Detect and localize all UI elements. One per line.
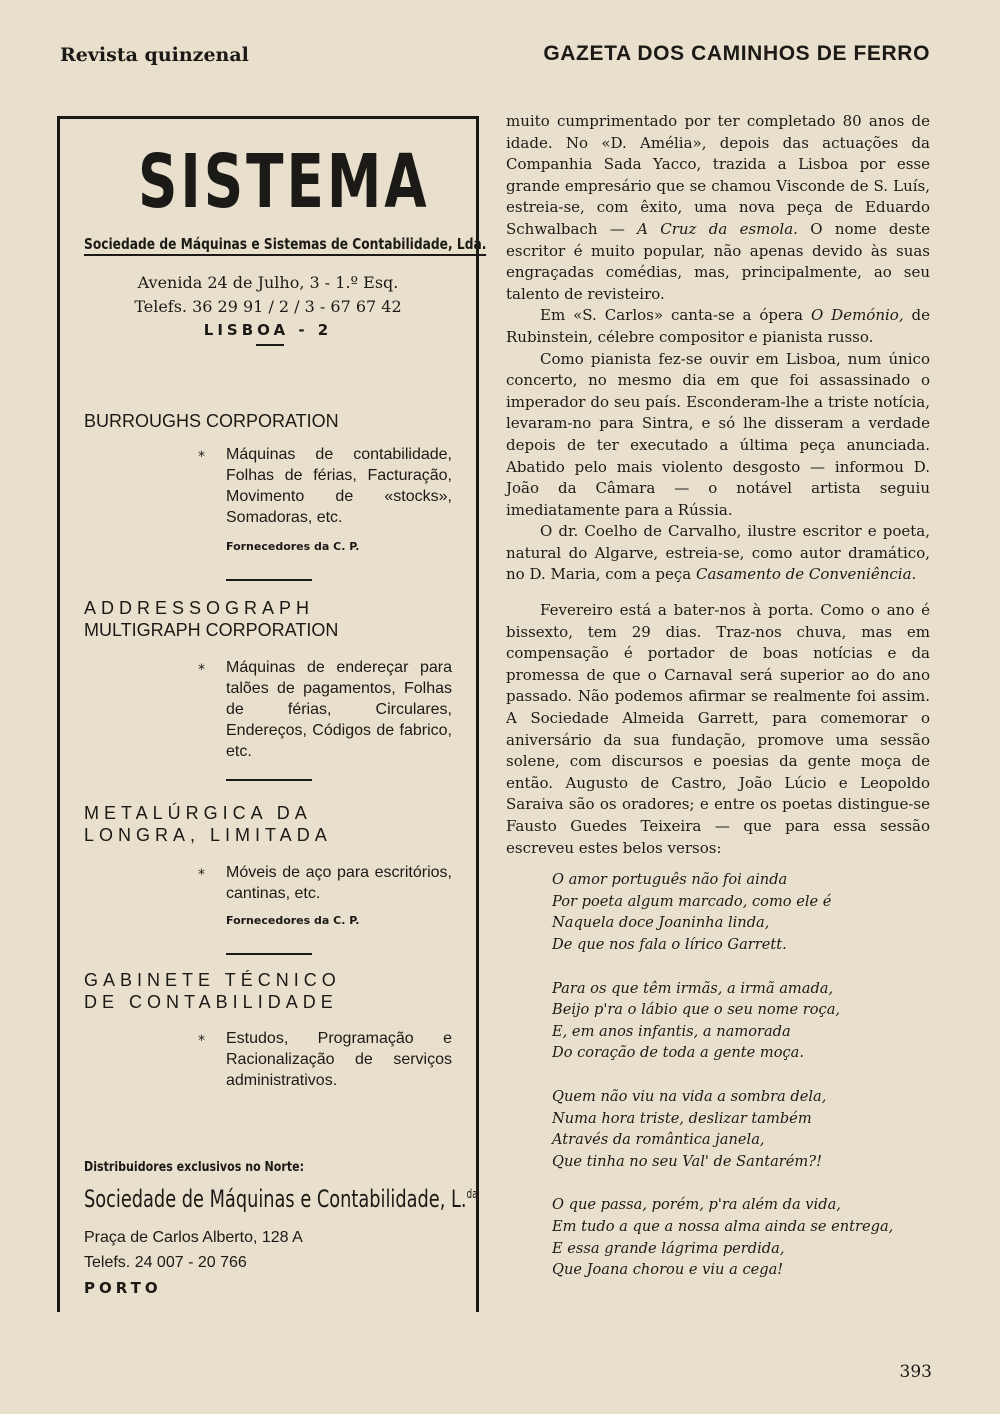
asterisk-bullet: *: [198, 867, 205, 883]
poem-stanza: [552, 1086, 930, 1172]
company-name: MULTIGRAPH CORPORATION: [84, 620, 339, 640]
article-paragraph: Em «S. Carlos» canta-se a ópera O Demónio, de Rubinstein, célebre compositor e pianista russo.: [506, 306, 931, 346]
ad-address: Avenida 24 de Julho, 3 - 1.º Esq.: [137, 273, 399, 292]
divider: [256, 344, 284, 346]
asterisk-bullet: *: [198, 662, 205, 678]
company-name: METALÚRGICA DA: [84, 803, 312, 823]
company-name: ADDRESSOGRAPH: [84, 598, 315, 618]
supplier-note: Fornecedores da C. P.: [226, 540, 360, 553]
poem-stanza: [552, 1194, 930, 1280]
supplier-note: Fornecedores da C. P.: [226, 914, 360, 927]
poem: [552, 869, 930, 1281]
distributor-label: Distribuidores exclusivos no Norte:: [84, 1159, 305, 1175]
play-title: A Cruz da esmola.: [637, 219, 798, 238]
poem-line: O amor português não foi ainda: [552, 871, 788, 889]
poem-line: Por poeta algum marcado, como ele é: [552, 892, 832, 910]
distributor-address: Praça de Carlos Alberto, 128 A: [84, 1229, 303, 1246]
poem-line: De que nos fala o lírico Garrett.: [552, 935, 787, 953]
poem-line: Naquela doce Joaninha linda,: [552, 914, 770, 932]
poem-line: Beijo p'ra o lábio que o seu nome roça,: [552, 1001, 841, 1019]
company-name: DE CONTABILIDADE: [84, 992, 338, 1012]
poem-line: O que passa, porém, p'ra além da vida,: [552, 1196, 841, 1214]
journal-title: GAZETA DOS CAMINHOS DE FERRO: [543, 42, 930, 65]
poem-line: Que Joana chorou e viu a cega!: [552, 1261, 784, 1279]
ad-phones: Telefs. 36 29 91 / 2 / 3 - 67 67 42: [134, 297, 402, 316]
page-number: 393: [899, 1362, 932, 1382]
advertisement-box: [57, 116, 487, 1312]
distributor-phones: Telefs. 24 007 - 20 766: [84, 1254, 247, 1271]
opera-title: O Demónio,: [810, 306, 904, 325]
poem-line: Que tinha no seu Val' de Santarém?!: [552, 1152, 822, 1170]
poem-line: Através da romântica janela,: [552, 1131, 765, 1149]
article-paragraph: muito cumprimentado por ter completado 80 anos de idade. No «D. Amélia», depois das actuações da Companhia Sada Yacco, trazida a Lisboa por esse grande empresário que se chamou Visconde de S. Luís, estreia-se, com êxito, uma nova peça de Eduardo Schwalbach — A Cruz da esmola. O nome deste escritor é muito popular, não apenas devido às suas engraçadas comédias, mas, principalmente, ao seu talento de revisteiro.: [506, 112, 930, 303]
company-name: LONGRA, LIMITADA: [84, 825, 332, 845]
poem-stanza: [552, 869, 930, 955]
poem-stanza: [552, 978, 930, 1064]
divider: [226, 779, 312, 781]
divider: [226, 579, 312, 581]
divider: [226, 953, 312, 955]
article-paragraph: Como pianista fez-se ouvir em Lisboa, num único concerto, no mesmo dia em que foi assassinado o imperador do seu país. Esconderam-lhe a triste notícia, levaram-no para Sintra, e só lhe disseram a verdade depois de ter executado a última peça anunciada. Abatido pelo mais violento desgosto — informou D. João da Câmara — o notável artista seguiu imediatamente para a Rússia.: [506, 349, 930, 519]
asterisk-bullet: *: [198, 449, 205, 465]
article-column: [506, 111, 930, 1303]
poem-line: Do coração de toda a gente moça.: [552, 1044, 805, 1062]
poem-line: Para os que têm irmãs, a irmã amada,: [552, 979, 834, 997]
article-paragraph: O dr. Coelho de Carvalho, ilustre escritor e poeta, natural do Algarve, estreia-se, como autor dramático, no D. Maria, com a peça Casamento de Conveniência.: [506, 522, 930, 584]
company-name: BURROUGHS CORPORATION: [84, 411, 339, 431]
sistema-logo: SISTEMA: [138, 139, 430, 225]
ad-city: LISBOA - 2: [203, 321, 333, 339]
poem-line: E essa grande lágrima perdida,: [552, 1239, 785, 1257]
poem-line: Em tudo a que a nossa alma ainda se entrega,: [552, 1217, 894, 1235]
company-services: Móveis de aço para escritórios, cantinas, etc.: [226, 864, 452, 902]
company-services: Máquinas de contabilidade, Folhas de férias, Facturação, Movimento de «stocks», Somadoras, etc.: [226, 446, 452, 526]
distributor-name: Sociedade de Máquinas e Contabilidade, L.$^{da}$: [84, 1185, 478, 1213]
asterisk-bullet: *: [198, 1033, 205, 1049]
company-tagline: Sociedade de Máquinas e Sistemas de Contabilidade, Lda.: [84, 235, 486, 256]
company-services: Máquinas de endereçar para talões de pagamentos, Folhas de férias, Circulares, Endereços, Códigos de fabrico, etc.: [226, 659, 452, 760]
poem-line: Quem não viu na vida a sombra dela,: [552, 1087, 827, 1105]
play-title: Casamento de Conveniência.: [695, 565, 917, 584]
article-paragraph: Fevereiro está a bater-nos à porta. Como o ano é bissexto, tem 29 dias. Traz-nos chuva, mas em compensação é portador de boas notícias e da promessa de que o Carnaval será superior ao do ano passado. Não podemos afirmar se realmente foi assim. A Sociedade Almeida Garrett, para comemorar o aniversário da sua fundação, promove uma sessão solene, com discursos e poesias da gente moça de então. Augusto de Castro, João Lúcio e Leopoldo Saraiva são os oradores; e entre os poetas distingue-se Fausto Guedes Teixeira — que para essa sessão escreveu estes belos versos:: [506, 601, 930, 857]
company-services: Estudos, Programação e Racionalização de serviços administrativos.: [226, 1030, 452, 1089]
distributor-city: PORTO: [84, 1279, 162, 1297]
company-name: GABINETE TÉCNICO: [84, 970, 341, 990]
poem-line: E, em anos infantis, a namorada: [552, 1022, 791, 1040]
journal-frequency: Revista quinzenal: [60, 44, 249, 66]
page-header: [60, 44, 930, 74]
poem-line: Numa hora triste, deslizar também: [552, 1109, 812, 1127]
